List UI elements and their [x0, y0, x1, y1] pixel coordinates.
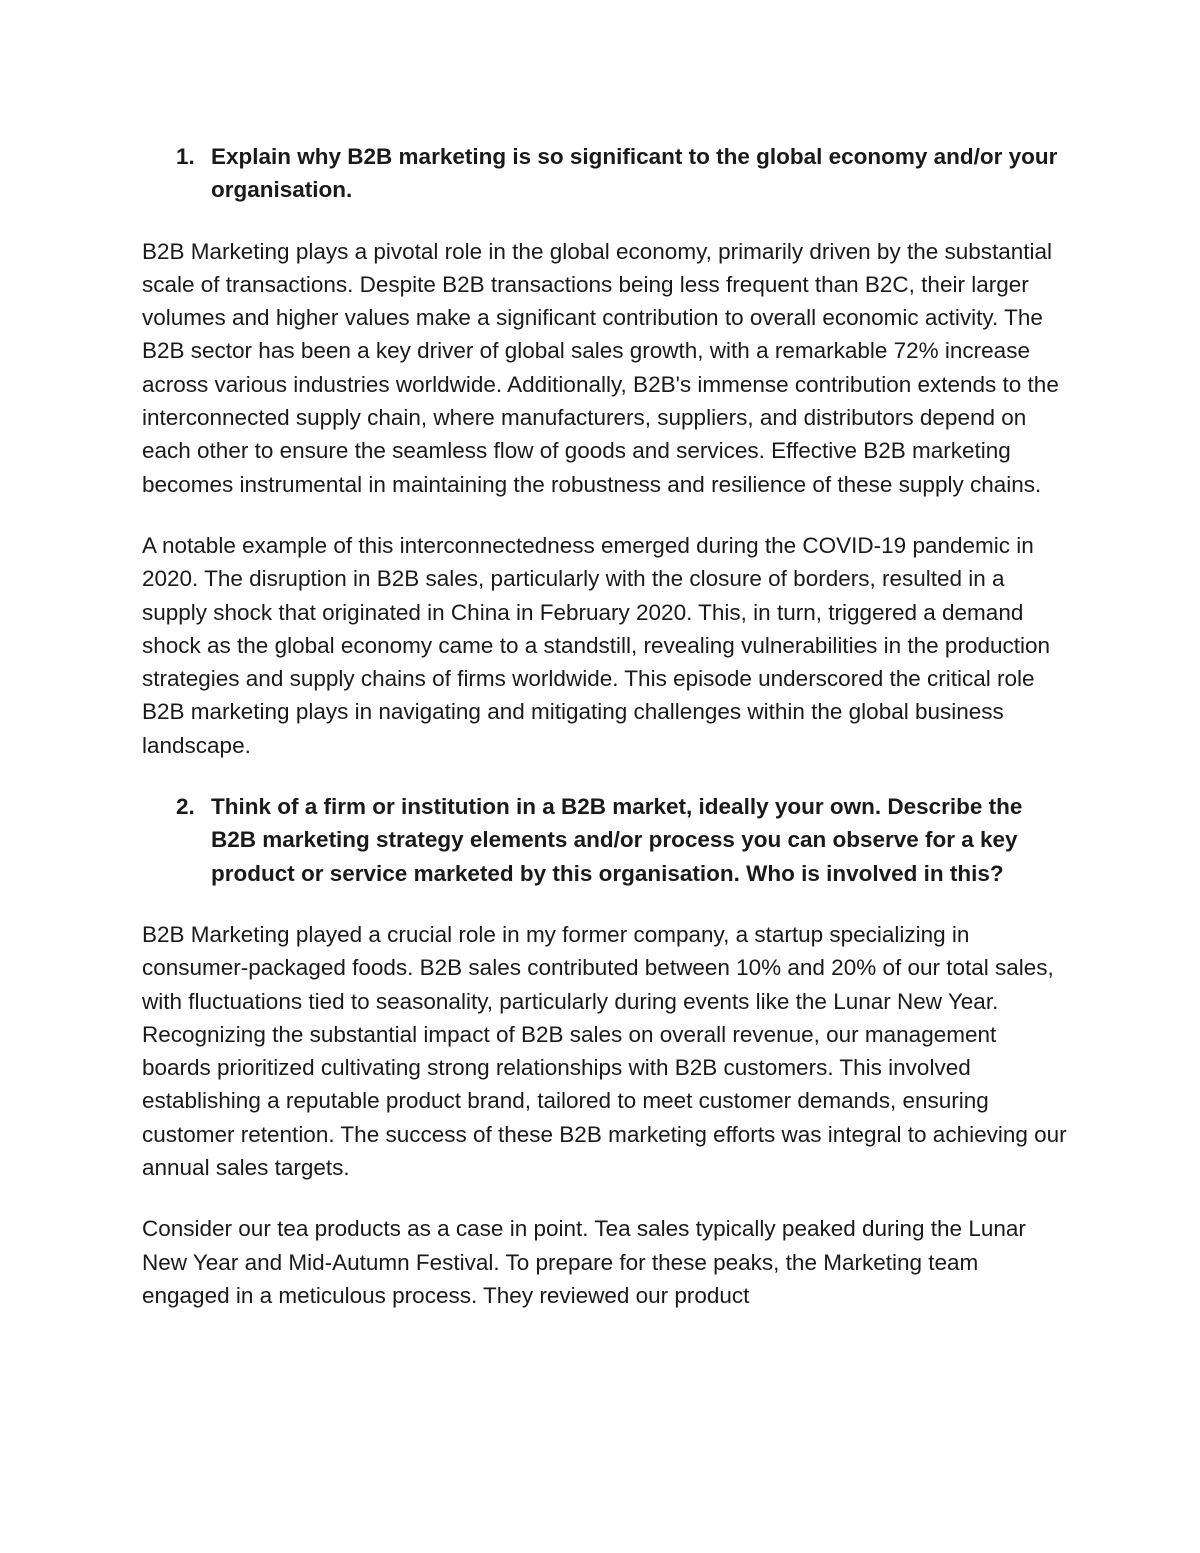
- question-2-number: 2.: [176, 794, 195, 820]
- answer-2-paragraph-2: Consider our tea products as a case in point. Tea sales typically peaked during the Lunar New Year and Mid-Autumn Festival. To prepare for these peaks, the Marketing team engaged in a meticulous process. They reviewed our product: [142, 1216, 1026, 1308]
- question-1: [142, 140, 1067, 207]
- question-2-text: Think of a firm or institution in a B2B market, ideally your own. Describe the B2B marketing strategy elements and/or process you can observe for a key product or service marketed by this organisation. Who is involved in this?: [211, 794, 1023, 886]
- question-1-number: 1.: [176, 144, 195, 169]
- question-1-text: Explain why B2B marketing is so significant to the global economy and/or your organisation.: [211, 144, 1058, 203]
- answer-1-paragraph-2: A notable example of this interconnectedness emerged during the COVID-19 pandemic in 2020. The disruption in B2B sales, particularly with the closure of borders, resulted in a supply shock that originated in China in February 2020. This, in turn, triggered a demand shock as the global economy came to a standstill, revealing vulnerabilities in the production strategies and supply chains of firms worldwide. This episode underscored the critical role B2B marketing plays in navigating and mitigating challenges within the global business landscape.: [142, 532, 1051, 758]
- question-2: [142, 790, 1067, 890]
- answer-1-paragraph-1: B2B Marketing plays a pivotal role in the global economy, primarily driven by the substantial scale of transactions. Despite B2B transactions being less frequent than B2C, their larger volumes and higher values make a significant contribution to overall economic activity. The B2B sector has been a key driver of global sales growth, with a remarkable 72% increase across various industries worldwide. Additionally, B2B's immense contribution extends to the interconnected supply chain, where manufacturers, suppliers, and distributors depend on each other to ensure the seamless flow of goods and services. Effective B2B marketing becomes instrumental in maintaining the robustness and resilience of these supply chains.: [142, 238, 1059, 497]
- answer-2-paragraph-1: B2B Marketing played a crucial role in my former company, a startup specializing in consumer-packaged foods. B2B sales contributed between 10% and 20% of our total sales, with fluctuations tied to seasonality, particularly during events like the Lunar New Year. Recognizing the substantial impact of B2B sales on overall revenue, our management boards prioritized cultivating strong relationships with B2B customers. This involved establishing a reputable product brand, tailored to meet customer demands, ensuring customer retention. The success of these B2B marketing efforts was integral to achieving our annual sales targets.: [142, 921, 1067, 1181]
- document-page: [142, 140, 1067, 1312]
